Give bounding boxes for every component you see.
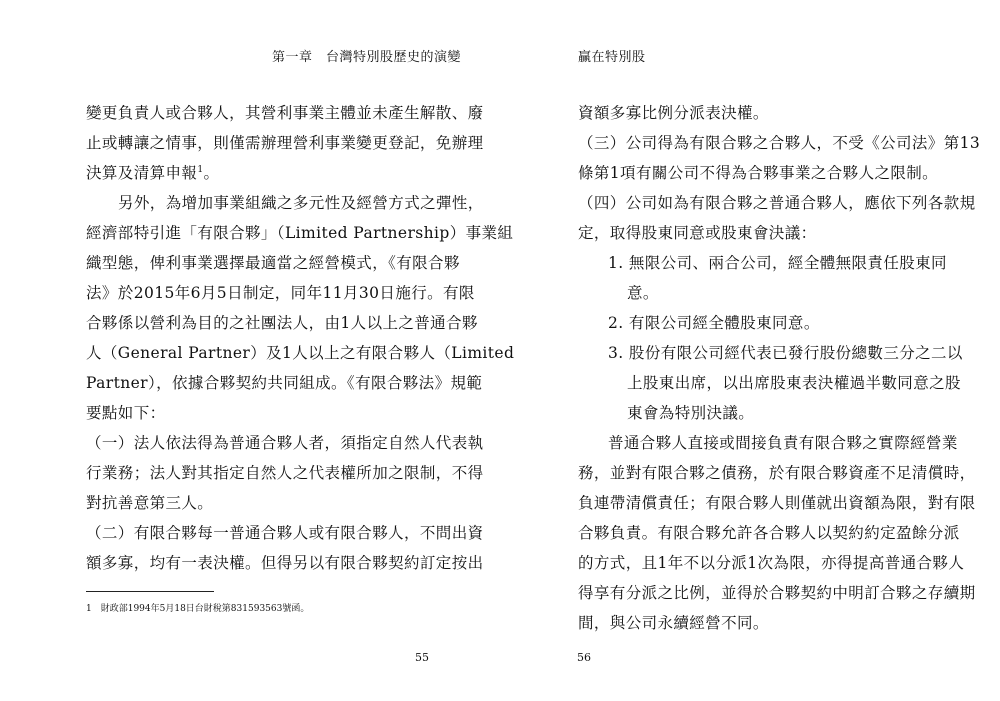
list-item-line: （二）有限合夥每一普通合夥人或有限合夥人，不問出資 (86, 524, 484, 542)
body-line-with-footnote (86, 161, 219, 183)
list-item-line: 定，取得股東同意或股東會決議： (578, 224, 817, 242)
body-line: 變更負責人或合夥人，其營利事業主體並未產生解散、廢 (86, 104, 484, 122)
list-item-line: （四）公司如為有限合夥之普通合夥人，應依下列各款規 (578, 194, 976, 212)
list-item-line: （三）公司得為有限合夥之合夥人，不受《公司法》第13 (578, 134, 981, 152)
page-number-right: 56 (577, 651, 591, 664)
body-line: 得享有分派之比例，並得於合夥契約中明訂合夥之存續期 (578, 584, 976, 602)
body-line: 合夥負責。有限合夥允許各合夥人以契約約定盈餘分派 (578, 524, 960, 542)
body-line: 負連帶清償責任；有限合夥人則僅就出資額為限，對有限 (578, 494, 976, 512)
body-line: 的方式，且1年不以分派1次為限，亦得提高普通合夥人 (578, 554, 965, 572)
footnote: 1 財政部1994年5月18日台財稅第831593563號函。 (86, 604, 310, 614)
body-line: 務，並對有限合夥之債務，於有限合夥資產不足清償時， (578, 464, 976, 482)
body-line: 普通合夥人直接或間接負責有限合夥之實際經營業 (608, 434, 958, 452)
list-item-line: 行業務；法人對其指定自然人之代表權所加之限制，不得 (86, 464, 484, 482)
body-line: 間，與公司永續經營不同。 (578, 614, 769, 632)
running-header-left: 第一章 台灣特別股歷史的演變 (272, 50, 462, 65)
list-item-line: 條第1項有關公司不得為合夥事業之合夥人之限制。 (578, 164, 939, 182)
page-number-left: 55 (415, 651, 429, 664)
sublist-item-line: 意。 (627, 284, 659, 302)
sublist-item-line: 3. 股份有限公司經代表已發行股份總數三分之二以 (608, 344, 963, 362)
body-text: 決算及清算申報 (86, 164, 198, 182)
body-line: Partner），依據合夥契約共同組成。《有限合夥法》規範 (86, 374, 483, 392)
body-line: 合夥係以營利為目的之社團法人，由1人以上之普通合夥 (86, 314, 478, 332)
body-line: 織型態，俾利事業選擇最適當之經營模式，《有限合夥 (86, 254, 460, 272)
list-item-line: 對抗善意第三人。 (86, 494, 214, 512)
body-line: 人（General Partner）及1人以上之有限合夥人（Limited (86, 344, 515, 362)
body-line: 經濟部特引進「有限合夥」（Limited Partnership）事業組 (86, 224, 514, 242)
list-item-line: 額多寡，均有一表決權。但得另以有限合夥契約訂定按出 (86, 554, 484, 572)
footnote-divider (86, 591, 214, 592)
body-line: 要點如下： (86, 404, 166, 422)
body-text: 。 (203, 164, 220, 182)
body-line: 資額多寡比例分派表決權。 (578, 104, 769, 122)
right-page (500, 0, 1000, 701)
sublist-item-line: 1. 無限公司、兩合公司，經全體無限責任股東同 (608, 254, 947, 272)
body-line: 法》於2015年6月5日制定，同年11月30日施行。有限 (86, 284, 475, 302)
body-line: 止或轉讓之情事，則僅需辦理營利事業變更登記，免辦理 (86, 134, 484, 152)
running-header-right: 贏在特別股 (578, 50, 646, 65)
footnote-marker: 1 (197, 164, 204, 175)
body-line: 另外，為增加事業組織之多元性及經營方式之彈性， (118, 194, 484, 212)
sublist-item-line: 東會為特別決議。 (627, 404, 755, 422)
sublist-item-line: 2. 有限公司經全體股東同意。 (608, 314, 820, 332)
list-item-line: （一）法人依法得為普通合夥人者，須指定自然人代表執 (86, 434, 484, 452)
sublist-item-line: 上股東出席，以出席股東表決權過半數同意之股 (627, 374, 961, 392)
